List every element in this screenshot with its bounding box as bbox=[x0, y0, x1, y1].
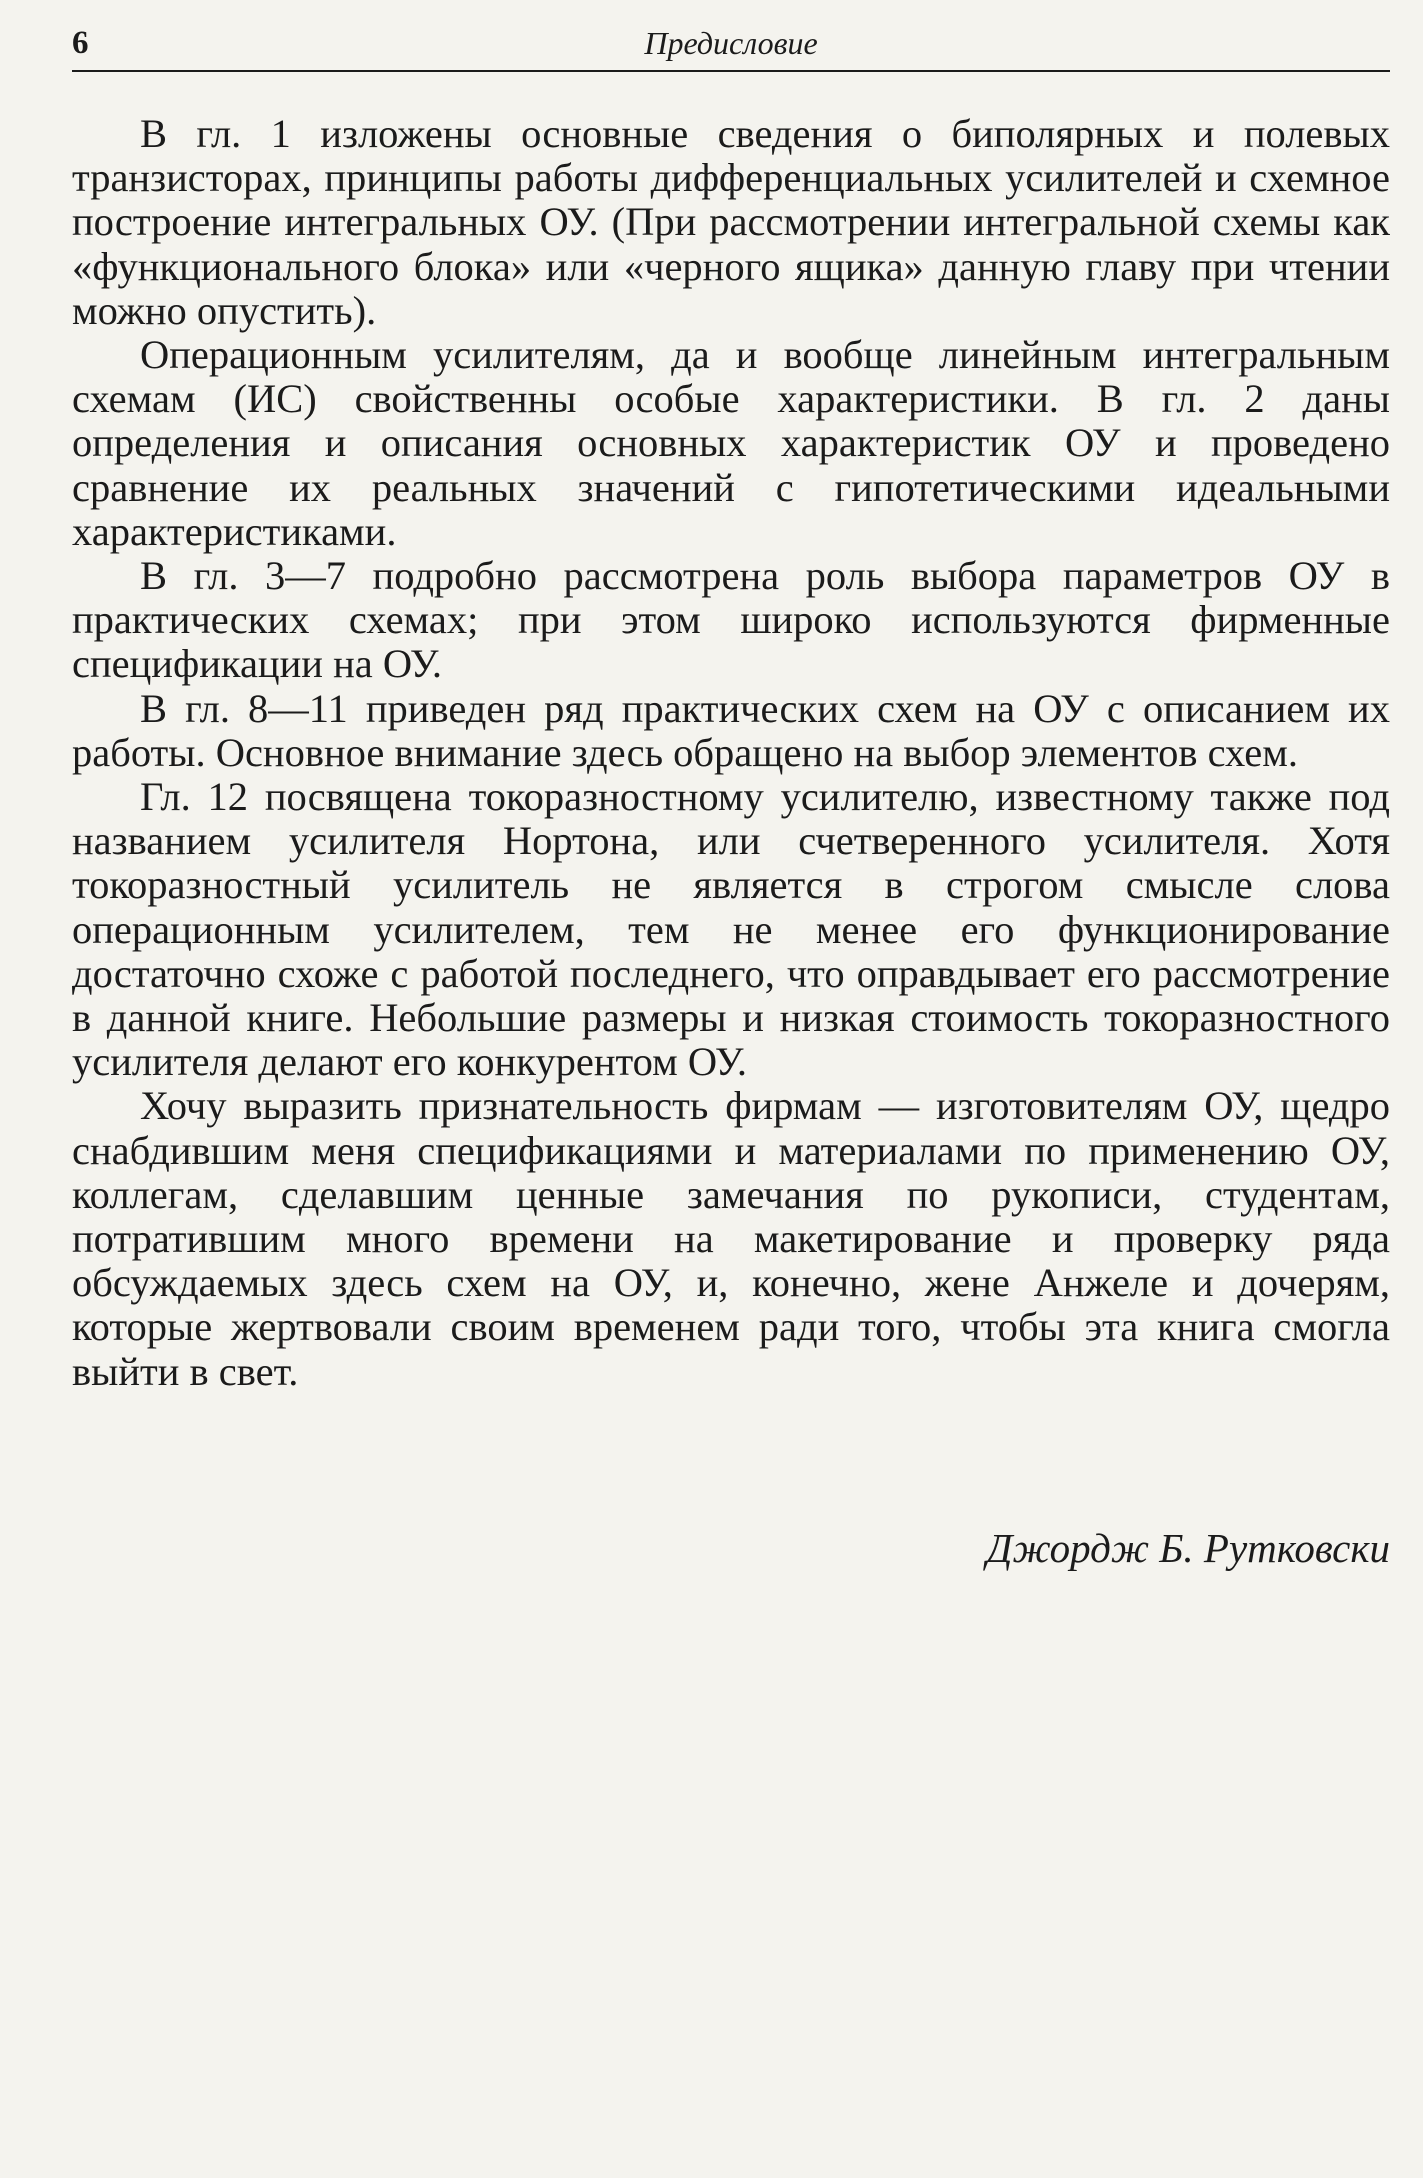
section-title: Предисловие bbox=[644, 25, 818, 61]
running-head bbox=[72, 18, 1390, 70]
paragraph-chapter-1: В гл. 1 изложены основные сведения о биполярных и полевых транзисторах, принципы работы дифференциальных усилителей и схемное построение интегральных ОУ. (При рассмотрении интегральной схемы как «функционального блока» или «черного ящика» данную главу при чтении можно опустить). bbox=[72, 111, 1390, 333]
page-number: 6 bbox=[72, 25, 89, 61]
paragraph-acknowledgements: Хочу выразить признательность фирмам — изготовителям ОУ, щедро снабдившим меня спецификациями и материалами по применению ОУ, коллегам, сделавшим ценные замечания по рукописи, студентам, потратившим много времени на макетирование и проверку ряда обсуждаемых здесь схем на ОУ, и, конечно, жене Анжеле и дочерям, которые жертвовали своим временем ради того, чтобы эта книга смогла выйти в свет. bbox=[72, 1083, 1390, 1394]
header-rule bbox=[72, 70, 1390, 72]
author-signature: Джордж Б. Рутковски bbox=[986, 1525, 1390, 1571]
paragraph-chapters-3-7: В гл. 3—7 подробно рассмотрена роль выбора параметров ОУ в практических схемах; при этом широко используются фирменные спецификации на ОУ. bbox=[72, 553, 1390, 687]
paragraph-chapters-8-11: В гл. 8—11 приведен ряд практических схем на ОУ с описанием их работы. Основное внимание здесь обращено на выбор элементов схем. bbox=[72, 685, 1390, 775]
paragraph-chapter-12: Гл. 12 посвящена токоразностному усилителю, известному также под названием усилителя Нортона, или счетверенного усилителя. Хотя токоразностный усилитель не является в строгом смысле слова операционным усилителем, тем не менее его функционирование достаточно схоже с работой последнего, что оправдывает его рассмотрение в данной книге. Небольшие размеры и низкая стоимость токоразностного усилителя делают его конкурентом ОУ. bbox=[72, 774, 1390, 1085]
paragraph-chapter-2: Операционным усилителям, да и вообще линейным интегральным схемам (ИС) свойственны особые характеристики. В гл. 2 даны определения и описания основных характеристик ОУ и проведено сравнение их реальных значений с гипотетическими идеальными характеристиками. bbox=[72, 332, 1390, 554]
body-text bbox=[72, 112, 1390, 1394]
